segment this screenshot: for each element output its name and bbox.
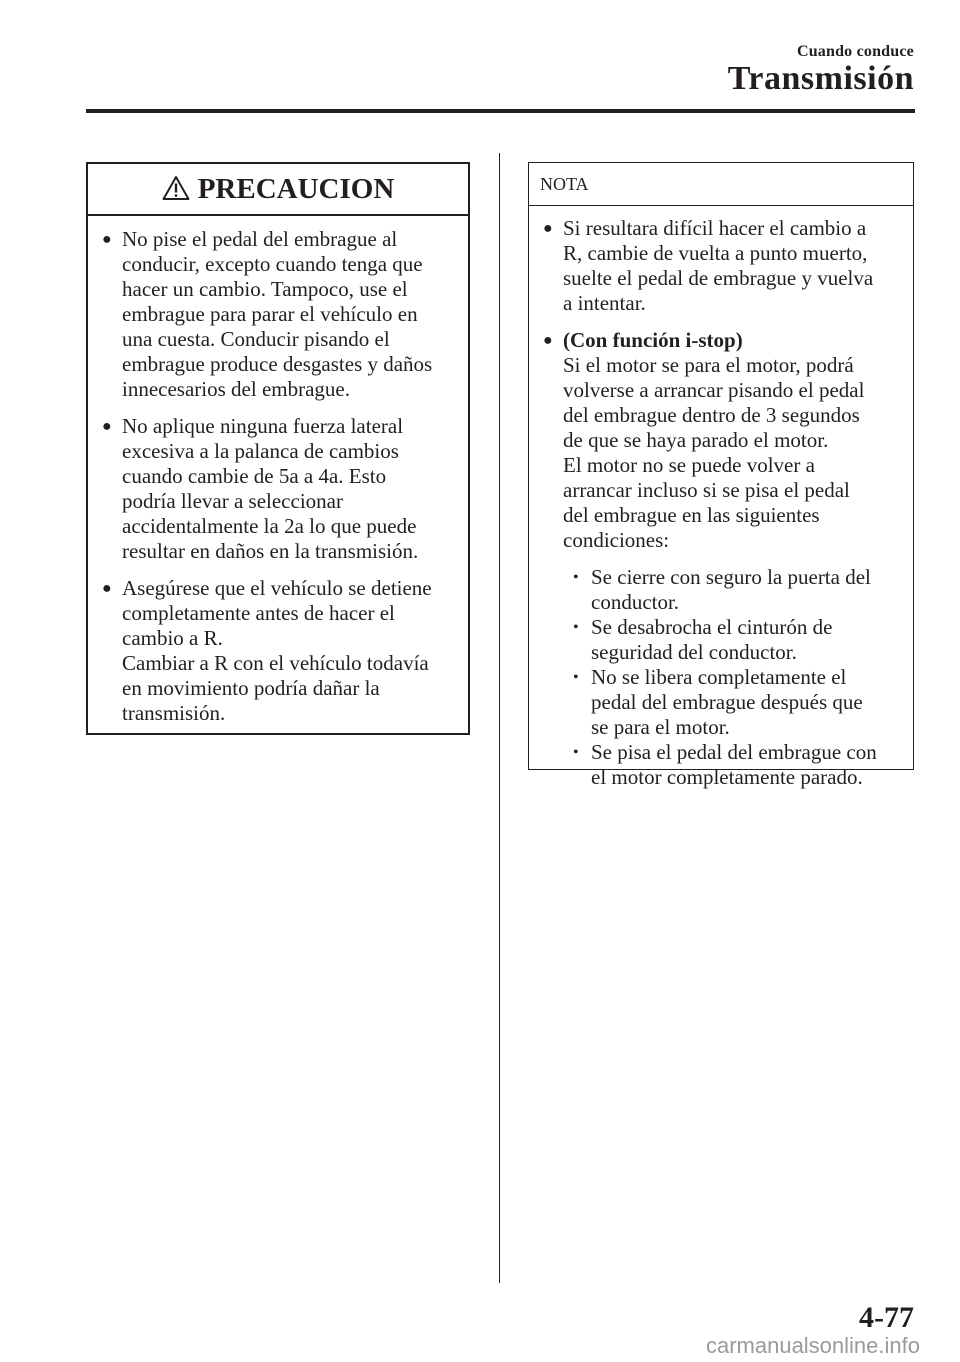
- text-line: Se pisa el pedal del embrague con: [591, 740, 877, 764]
- bullet-icon: •: [573, 744, 579, 761]
- text-line: suelte el pedal de embrague y vuelva: [563, 266, 874, 290]
- sub-list-item: [569, 665, 903, 740]
- text-line: No pise el pedal del embrague al: [122, 227, 398, 251]
- text-line: del embrague dentro de 3 segundos: [563, 403, 860, 427]
- text-line: accidentalmente la 2a lo que puede: [122, 514, 417, 538]
- text-line: Si el motor se para el motor, podrá: [563, 353, 854, 377]
- text-line: de que se haya parado el motor.: [563, 428, 829, 452]
- caution-title: PRECAUCION: [197, 172, 395, 205]
- text-line: No se libera completamente el: [591, 665, 847, 689]
- text-line: seguridad del conductor.: [591, 640, 797, 664]
- sub-list-item: [569, 565, 903, 615]
- column-divider: [499, 153, 500, 1283]
- list-item: [100, 414, 458, 564]
- caution-list: [88, 216, 468, 726]
- note-title: NOTA: [540, 173, 589, 194]
- text-line: innecesarios del embrague.: [122, 377, 350, 401]
- text-line: Se desabrocha el cinturón de: [591, 615, 833, 639]
- text-line: El motor no se puede volver a: [563, 453, 815, 477]
- bullet-icon: •: [573, 619, 579, 636]
- note-box: [528, 162, 914, 789]
- watermark: carmanualsonline.info: [705, 1333, 920, 1358]
- text-line: cuando cambie de 5a a 4a. Esto: [122, 464, 387, 488]
- text-line: transmisión.: [122, 701, 226, 725]
- text-line: pedal del embrague después que: [591, 690, 863, 714]
- list-item: [541, 328, 903, 790]
- text-line: a intentar.: [563, 291, 646, 315]
- item-heading: (Con función i-stop): [563, 328, 743, 352]
- text-line: completamente antes de hacer el: [122, 601, 395, 625]
- text-line: conducir, excepto cuando tenga que: [122, 252, 423, 276]
- bullet-icon: ●: [102, 231, 112, 248]
- text-line: Cambiar a R con el vehículo todavía: [122, 651, 429, 675]
- page-title: Transmisión: [727, 60, 914, 97]
- text-line: Se cierre con seguro la puerta del: [591, 565, 871, 589]
- list-item: [100, 227, 458, 402]
- text-line: se para el motor.: [591, 715, 730, 739]
- bullet-icon: ●: [543, 332, 553, 349]
- bullet-icon: •: [573, 669, 579, 686]
- text-line: podría llevar a seleccionar: [122, 489, 343, 513]
- header-rule: [86, 109, 915, 113]
- text-line: excesiva a la palanca de cambios: [122, 439, 399, 463]
- list-item: [100, 576, 458, 726]
- section-label: Cuando conduce: [796, 43, 914, 60]
- text-line: del embrague en las siguientes: [563, 503, 820, 527]
- text-line: arrancar incluso si se pisa el pedal: [563, 478, 850, 502]
- text-line: Asegúrese que el vehículo se detiene: [122, 576, 432, 600]
- text-line: R, cambie de vuelta a punto muerto,: [563, 241, 868, 265]
- sub-list: [563, 553, 903, 790]
- bullet-icon: ●: [543, 220, 553, 237]
- caution-box: [86, 162, 470, 735]
- note-header: [529, 163, 913, 206]
- text-line: en movimiento podría dañar la: [122, 676, 380, 700]
- caution-header: [88, 164, 468, 216]
- sub-list-item: [569, 615, 903, 665]
- sub-list-item: [569, 740, 903, 790]
- text-line: una cuesta. Conducir pisando el: [122, 327, 390, 351]
- text-line: el motor completamente parado.: [591, 765, 863, 789]
- text-line: cambio a R.: [122, 626, 223, 650]
- text-line: Si resultara difícil hacer el cambio a: [563, 216, 867, 240]
- page-number: 4-77: [859, 1301, 914, 1334]
- text-line: No aplique ninguna fuerza lateral: [122, 414, 404, 438]
- bullet-icon: ●: [102, 418, 112, 435]
- text-line: condiciones:: [563, 528, 670, 552]
- text-line: embrague produce desgastes y daños: [122, 352, 433, 376]
- text-line: conductor.: [591, 590, 680, 614]
- text-line: hacer un cambio. Tampoco, use el: [122, 277, 408, 301]
- bullet-icon: •: [573, 569, 579, 586]
- text-line: volverse a arrancar pisando el pedal: [563, 378, 865, 402]
- text-line: embrague para parar el vehículo en: [122, 302, 418, 326]
- bullet-icon: ●: [102, 580, 112, 597]
- text-line: resultar en daños en la transmisión.: [122, 539, 419, 563]
- list-item: [541, 216, 903, 316]
- warning-triangle-icon: [162, 175, 190, 201]
- note-list: [529, 206, 913, 790]
